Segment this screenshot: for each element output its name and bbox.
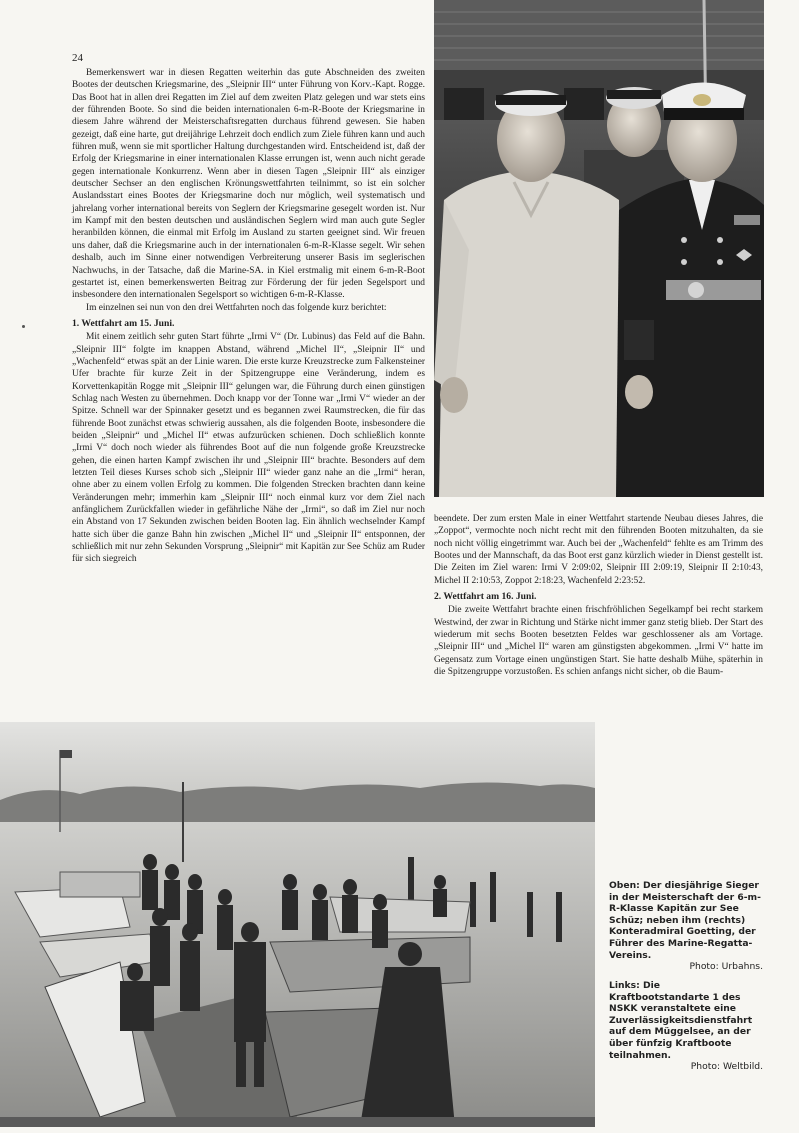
race-1-paragraph: Mit einem zeitlich sehr guten Start führte „Irmi V“ (Dr. Lubinus) das Feld auf die Bahn. „Sleipnir III“ folgte im knappen Abstand, während „Michel II“, „Sleipnir II“ und „Wachenfeld“ etwas spät an der Linie waren. Die erste kurze Kreuzstrecke zum Falkensteiner Ufer brachte für kurze Zeit in der Spitzengruppe eine Veränderung, indem es Korvettenkapitän Rogge mit „Sleipnir III“ gelungen war, die Führung durch einen günstigen Schlag nach Westen zu übernehmen. Doch knapp vor der Tonne war „Irmi V“ wieder an der Spitze. Schnell war der Spinnaker gesetzt und es begannen zwei Raumstrecken, die für das führende Boot zunächst etwas schwierig aussahen, als die folgenden Boote, insbesondere die beiden „Sleipnir“ und „Michel II“ etwas aufzurücken schienen. Doch schließlich konnte „Irmi V“ doch noch wieder als führendes Boot auf die nun folgende große Kreuzstrecke gehen, die einen harten Kampf zwischen ihr und „Sleipnir III“ brachte. Besonders auf dem letzten Teil dieses Kurses schob sich „Sleipnir III“ wieder ganz nahe an die „Irmi“ heran, ohne aber zu einem vollen Erfolg zu kommen. Die folgenden Strecken brachten dann keine Veränderungen mehr; immerhin kam „Sleipnir III“ noch einmal kurz vor dem Ziel nach anfänglichem Zurückfallen wieder in gefährliche Nähe der „Irmi“, so daß im Ziel nur noch ein Abstand von 17 Sekunden zwischen beiden Booten lag. Ein ähnlich wechselnder Kampf hatte sich über die ganze Bahn hin zwischen „Michel II“ und „Sleipnir II“ entsponnen, der schließlich mit nur zehn Sekunden Vorsprung „Sleipnir“ mit Kapitän zur See Schüz am Ruder für sich siegreich (72, 332, 425, 565)
caption-bottom-text: Links: Die Kraftbootstandarte 1 des NSKK veranstaltete eine Zuverlässigkeitsdienstfahrt auf dem Müggelsee, an der über fünfzig Kraftboote teilnahmen. (609, 980, 753, 1061)
margin-mark (22, 325, 25, 328)
photo-motorboats (0, 722, 595, 1127)
page-number: 24 (72, 52, 83, 64)
photo-officers-image (434, 0, 764, 497)
caption-bottom-credit: Photo: Weltbild. (690, 1061, 763, 1073)
right-text-column (434, 513, 763, 678)
caption-top-photo (609, 880, 763, 973)
continuation-paragraph: beendete. Der zum ersten Male in einer Wettfahrt startende Neubau dieses Jahres, die „Zoppot“, vermochte noch nicht recht mit den führenden Booten mitzuhalten, da sie noch nicht völlig eingetrimmt war. Auch bei der „Wachenfeld“ fehlte es am Trimm des Bootes und der Mannschaft, da das Boot erst ganz kürzlich wieder in Dienst gestellt ist. Die Zeiten im Ziel waren: Irmi V 2:09:02, Sleipnir III 2:09:19, Sleipnir II 2:10:43, Michel II 2:10:53, Zoppot 2:18:23, Wachenfeld 2:23:52. (434, 514, 763, 586)
heading-race-1: 1. Wettfahrt am 15. Juni. (72, 317, 175, 329)
race-2-paragraph: Die zweite Wettfahrt brachte einen frischfröhlichen Segelkampf bei recht starkem Westwind, der zwar in Richtung und Stärke nicht immer ganz stetig blieb. Der Start des wiederum mit sechs Booten besetzten Feldes war geschlossener als am Vortage. „Sleipnir III“ und „Michel II“ waren am günstigsten abgekommen. „Irmi V“ hatte im Gegensatz zum Vortage einen ungünstigen Start. Sie hatte deshalb Mühe, späterhin in die Spitzengruppe vorzustoßen. Es schien anfangs nicht sicher, ob die Baum- (434, 605, 763, 678)
caption-top-text: Oben: Der diesjährige Sieger in der Meisterschaft der 6-m-R-Klasse Kapitän zur See Schüz; neben ihm (rechts) Konteradmiral Goetting, der Führer des Marine-Regatta-Vereins. (609, 880, 761, 961)
photo-motorboats-image (0, 722, 595, 1127)
heading-race-2: 2. Wettfahrt am 16. Juni. (434, 591, 537, 603)
left-text-column (72, 67, 425, 566)
caption-top-credit: Photo: Urbahns. (689, 961, 763, 973)
transition-paragraph: Im einzelnen sei nun von den drei Wettfahrten noch das folgende kurz berichtet: (86, 302, 387, 313)
intro-paragraph: Bemerkenswert war in diesen Regatten weiterhin das gute Abschneiden des zweiten Bootes der deutschen Kriegsmarine, des „Sleipnir III“ unter Führung von Korv.-Kapt. Rogge. Das Boot hat in allen drei Regatten im Ziel auf dem zweiten Platz gelegen und war stets eins der führenden Boote. So sind die beiden internationalen 6-m-R-Boote der Kriegsmarine in diesem Jahre während der Meisterschaftsregatten durchaus führend gewesen. Sie haben gezeigt, daß eine harte, gut dreijährige Lehrzeit doch endlich zum Ziele führen kann und auch führen muß, wenn sie mit sportlicher Haltung durchgestanden wird. Entscheidend ist, daß der Erfolg der Kriegsmarine in einer internationalen Klasse errungen ist, wenn auch nicht gerade gegen internationale Konkurrenz. Wenn aber in diesen Tagen „Sleipnir III“ als einziger deutscher Sechser an den englischen Krönungswettfahrten teilnimmt, so ist ein solcher Auslandsstart eines Bootes der Kriegsmarine doch nur möglich, weil systematisch und jahrelang vorher international bereits von Seglern der Kriegsmarine gesegelt worden ist. Nur im Kampf mit den besten deutschen und ausländischen Seglern wird man auch gute Segler heranbilden können, die einmal mit Erfolg im Ausland zu starten geeignet sind. Wir freuen uns daher, daß die Kriegsmarine auch in der internationalen 6-m-R-Klasse segelt. Wir sehen deshalb, auch im Sinne einer notwendigen Verbreiterung unserer Basis im seglerischen Nachwuchs, in der Tatsache, daß die Marine-SA. in Kiel erstmalig mit einem 6-m-R-Boot gestartet ist, einen bemerkenswerten Beitrag zur Förderung der für jeden Segelsport und insbesondere den internationalen Segelsport so wichtigen 6-m-R-Klasse. (72, 68, 425, 301)
photo-officers (434, 0, 764, 497)
caption-bottom-photo (609, 980, 763, 1073)
